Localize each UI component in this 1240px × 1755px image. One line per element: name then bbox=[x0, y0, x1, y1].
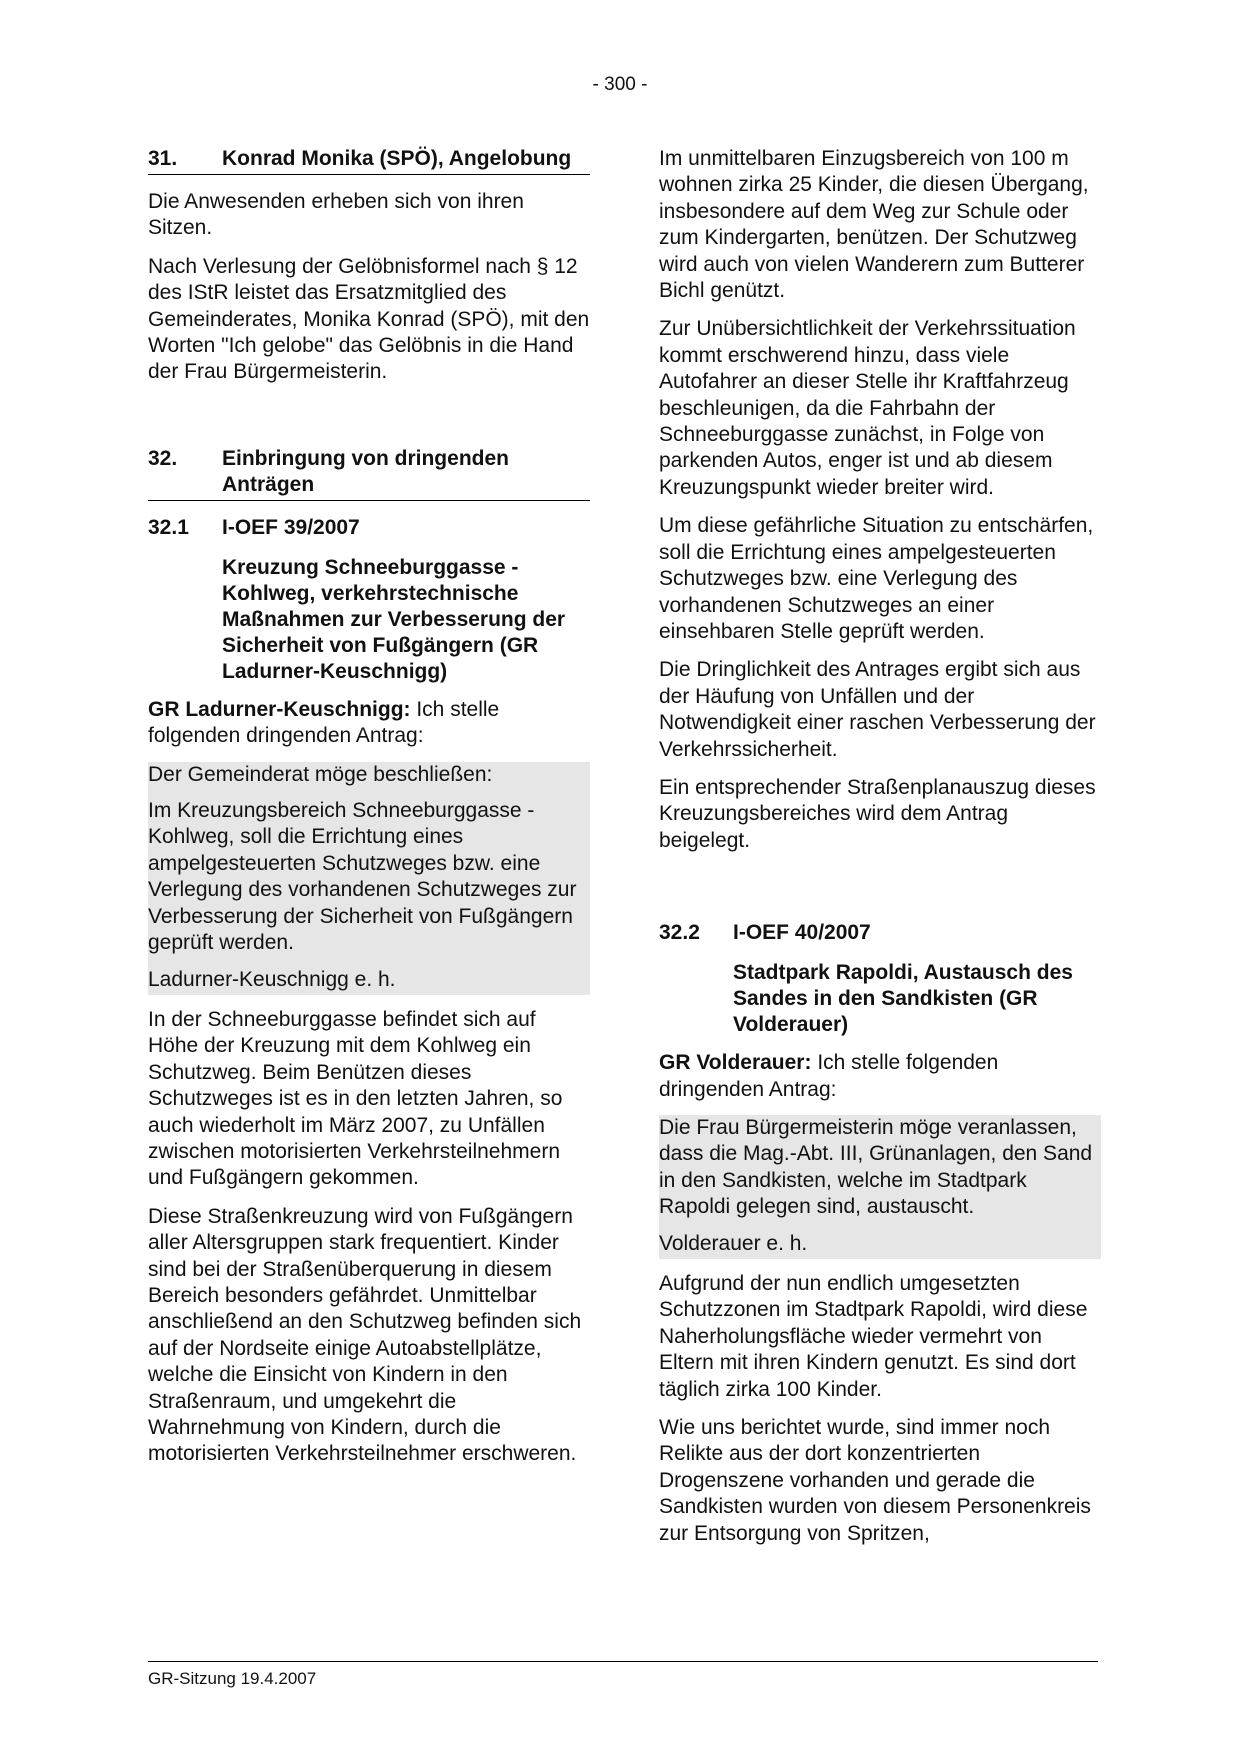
motion-text: Im Kreuzungsbereich Schneeburggasse - Kohlweg, soll die Errichtung eines ampelgesteuerten Schutzweges bzw. eine Verlegung des vorhandenen Schutzweges zur Verbesserung der Sicherheit von Fußgängern geprüft werden. bbox=[148, 799, 577, 955]
paragraph: Die Dringlichkeit des Antrages ergibt sich aus der Häufung von Unfällen und der Notwendigkeit einer raschen Verbesserung der Verkehrssicherheit. bbox=[659, 658, 1096, 761]
footer-text: GR-Sitzung 19.4.2007 bbox=[148, 1669, 317, 1688]
motion-heading: Der Gemeinderat möge beschließen: bbox=[148, 762, 493, 786]
speaker-name: GR Ladurner-Keuschnigg: bbox=[148, 697, 411, 721]
page-number: - 300 - bbox=[592, 74, 648, 95]
section-32-heading bbox=[148, 446, 590, 501]
paragraph: Ein entsprechender Straßenplanauszug dieses Kreuzungsbereiches wird dem Antrag beigelegt. bbox=[659, 775, 1096, 852]
motion-signature: Ladurner-Keuschnigg e. h. bbox=[148, 967, 396, 991]
item-number: 32.2 bbox=[659, 921, 700, 945]
speaker-paragraph bbox=[148, 697, 590, 750]
paragraph: Diese Straßenkreuzung wird von Fußgängern aller Altersgruppen stark frequentiert. Kinder sind bei der Straßenüberquerung in diesem Bereich besonders gefährdet. Unmittelbar anschließend an den Schutzweg befinden sich auf der Nordseite einige Autoabstellplätze, welche die Einsicht von Kindern in den Straßenraum, und umgekehrt die Wahrnehmung von Kindern, durch die motorisierten Verkehrsteilnehmer erschweren. bbox=[148, 1204, 582, 1466]
section-31-heading bbox=[148, 146, 590, 175]
motion-box bbox=[659, 1115, 1101, 1259]
item-reference: I-OEF 39/2007 bbox=[222, 515, 360, 539]
item-title: Stadtpark Rapoldi, Austausch des Sandes in den Sandkisten (GR Volderauer) bbox=[733, 961, 1073, 1037]
section-title: Einbringung von dringenden Anträgen bbox=[222, 446, 509, 496]
paragraph: Zur Unübersichtlichkeit der Verkehrssituation kommt erschwerend hinzu, dass viele Autofahrer an dieser Stelle ihr Kraftfahrzeug beschleunigen, da die Fahrbahn der Schneeburggasse zunächst, in Folge von parkenden Autos, enger ist und ab diesem Kreuzungspunkt wieder breiter wird. bbox=[659, 317, 1076, 499]
speaker-intro: Ich stelle folgenden dringenden Antrag: bbox=[659, 1051, 999, 1101]
section-number: 32. bbox=[148, 446, 178, 470]
paragraph: Die Anwesenden erheben sich von ihren Sitzen. bbox=[148, 190, 524, 240]
section-title: Konrad Monika (SPÖ), Angelobung bbox=[222, 147, 572, 170]
footer-divider bbox=[148, 1661, 1098, 1662]
item-reference: I-OEF 40/2007 bbox=[733, 921, 871, 945]
left-column bbox=[148, 146, 590, 1480]
paragraph: In der Schneeburggasse befindet sich auf Höhe der Kreuzung mit dem Kohlweg ein Schutzweg. Beim Benützen dieses Schutzweges ist es in den letzten Jahren, so auch wiederholt im März 2007, zu Unfällen zwischen motorisierten Verkehrsteilnehmern und Fußgängern gekommen. bbox=[148, 1007, 563, 1190]
item-number: 32.1 bbox=[148, 515, 189, 539]
item-title: Kreuzung Schneeburggasse - Kohlweg, verkehrstechnische Maßnahmen zur Verbesserung der Sicherheit von Fußgängern (GR Ladurner-Keuschnigg) bbox=[222, 555, 566, 683]
motion-signature: Volderauer e. h. bbox=[659, 1231, 808, 1255]
paragraph: Aufgrund der nun endlich umgesetzten Schutzzonen im Stadtpark Rapoldi, wird diese Naherholungsfläche wieder vermehrt von Eltern mit ihren Kindern genutzt. Es sind dort täglich zirka 100 Kinder. bbox=[659, 1272, 1088, 1401]
paragraph: Im unmittelbaren Einzugsbereich von 100 m wohnen zirka 25 Kinder, die diesen Übergang, insbesondere auf dem Weg zur Schule oder zum Kindergarten, benützen. Der Schutzweg wird auch von vielen Wanderern zum Butterer Bichl genützt. bbox=[659, 147, 1089, 303]
paragraph: Wie uns berichtet wurde, sind immer noch Relikte aus der dort konzentrierten Drogenszene vorhanden und gerade die Sandkisten wurden von diesem Personenkreis zur Entsorgung von Spritzen, bbox=[659, 1416, 1091, 1545]
paragraph: Nach Verlesung der Gelöbnisformel nach § 12 des IStR leistet das Ersatzmitglied des Gemeinderates, Monika Konrad (SPÖ), mit den Worten "Ich gelobe" das Gelöbnis in die Hand der Frau Bürgermeisterin. bbox=[148, 254, 590, 384]
paragraph: Um diese gefährliche Situation zu entschärfen, soll die Errichtung eines ampelgesteuerten Schutzweges bzw. eine Verlegung des vorhandenen Schutzweges an einer einsehbaren Stelle geprüft werden. bbox=[659, 514, 1094, 643]
motion-box bbox=[148, 762, 590, 995]
section-number: 31. bbox=[148, 147, 178, 170]
right-column bbox=[659, 146, 1101, 1559]
motion-text: Die Frau Bürgermeisterin möge veranlassen, dass die Mag.-Abt. III, Grünanlagen, den Sand in den Sandkisten, welche im Stadtpark Rapoldi gelegen sind, austauscht. bbox=[659, 1115, 1093, 1219]
speaker-intro: Ich stelle folgenden dringenden Antrag: bbox=[148, 697, 500, 748]
item-32-2-heading bbox=[659, 920, 1101, 946]
speaker-name: GR Volderauer: bbox=[659, 1051, 812, 1075]
item-32-1-heading bbox=[148, 515, 590, 541]
speaker-paragraph bbox=[659, 1050, 1101, 1103]
